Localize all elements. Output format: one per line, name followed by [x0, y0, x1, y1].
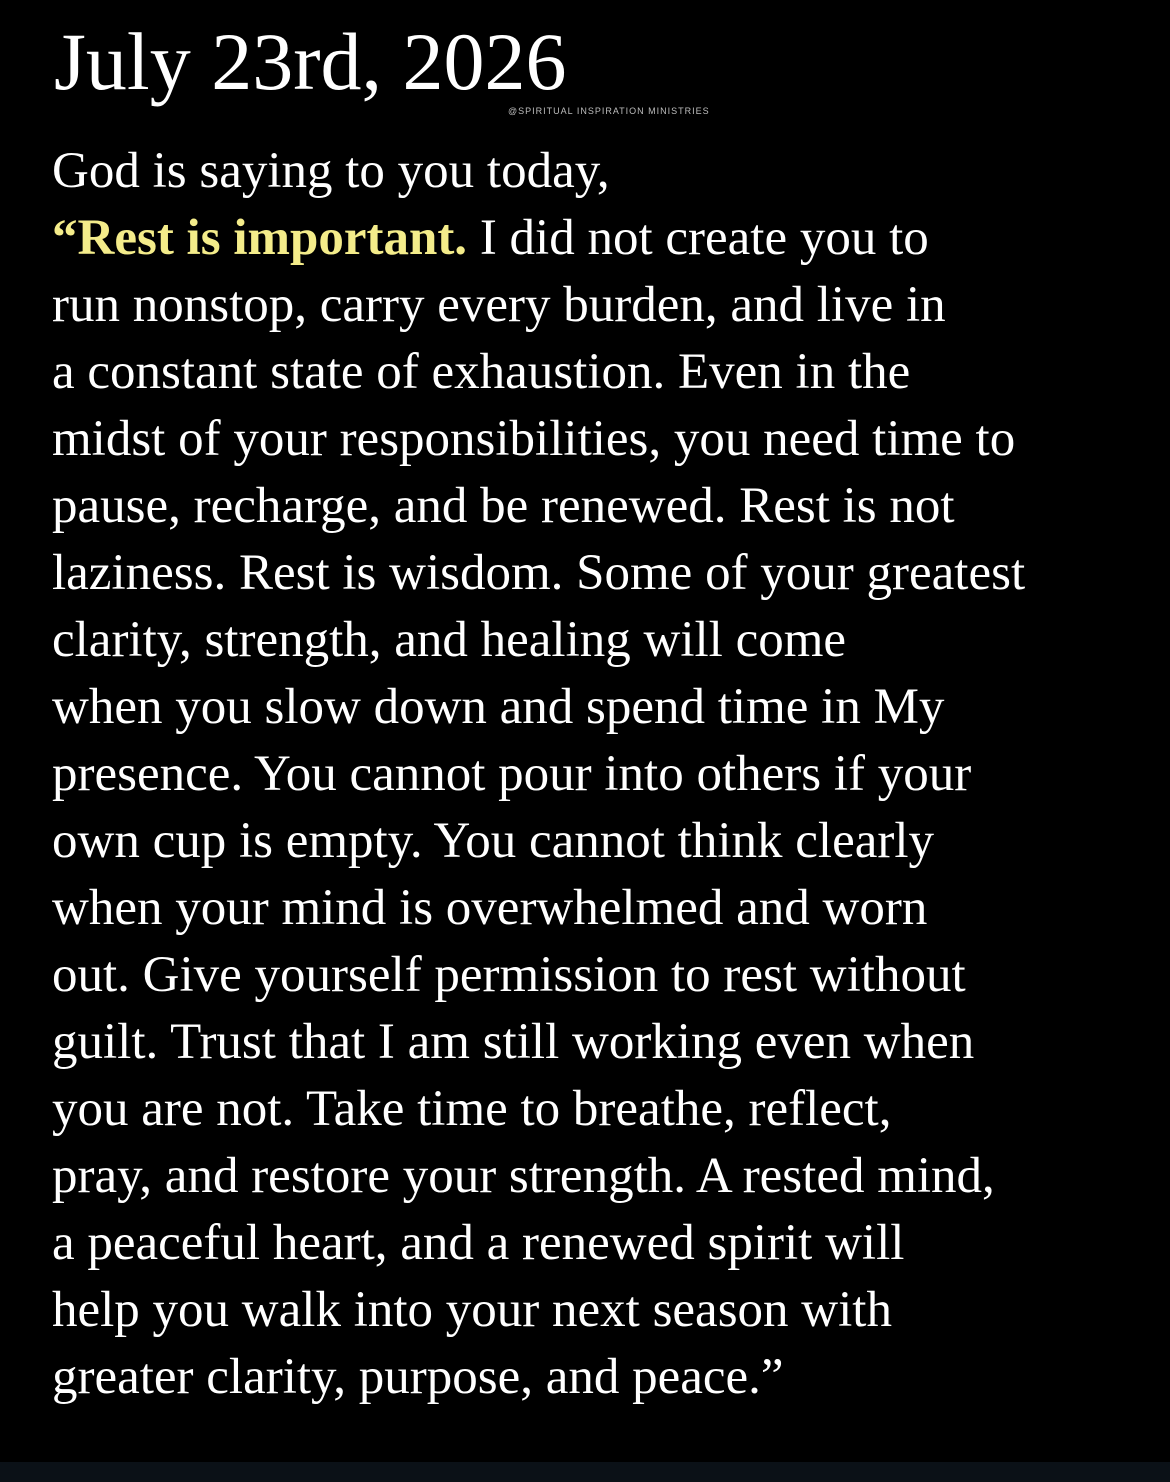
message-line: own cup is empty. You cannot think clearly — [52, 813, 934, 869]
message-line: when your mind is overwhelmed and worn — [52, 880, 928, 936]
highlight-phrase: Rest is important. — [77, 210, 468, 266]
message-line: help you walk into your next season with — [52, 1282, 892, 1338]
message-line: run nonstop, carry every burden, and live in — [52, 277, 946, 333]
message-line: you are not. Take time to breathe, reflect, — [52, 1081, 892, 1137]
message-line: laziness. Rest is wisdom. Some of your greatest — [52, 545, 1026, 601]
message-line: pause, recharge, and be renewed. Rest is not — [52, 478, 955, 534]
highlight-text — [52, 210, 467, 266]
bottom-strip — [0, 1462, 1170, 1482]
message-line: guilt. Trust that I am still working even when — [52, 1014, 975, 1070]
watermark-handle: @SPIRITUAL INSPIRATION MINISTRIES — [508, 106, 710, 116]
message-line: midst of your responsibilities, you need time to — [52, 411, 1016, 467]
message-line: greater clarity, purpose, and peace.” — [52, 1349, 784, 1405]
date-title: July 23rd, 2026 — [54, 16, 567, 107]
message-line: presence. You cannot pour into others if your — [52, 746, 972, 802]
message-line: pray, and restore your strength. A rested mind, — [52, 1148, 995, 1204]
message-line: out. Give yourself permission to rest without — [52, 947, 966, 1003]
message-body — [52, 138, 1152, 1411]
message-line: clarity, strength, and healing will come — [52, 612, 847, 668]
intro-line: God is saying to you today, — [52, 143, 610, 199]
message-line: a peaceful heart, and a renewed spirit will — [52, 1215, 905, 1271]
line-text: I did not create you to — [467, 210, 929, 266]
message-line: when you slow down and spend time in My — [52, 679, 945, 735]
open-quote: “ — [52, 210, 78, 266]
message-line — [52, 205, 1152, 272]
message-line: a constant state of exhaustion. Even in the — [52, 344, 911, 400]
